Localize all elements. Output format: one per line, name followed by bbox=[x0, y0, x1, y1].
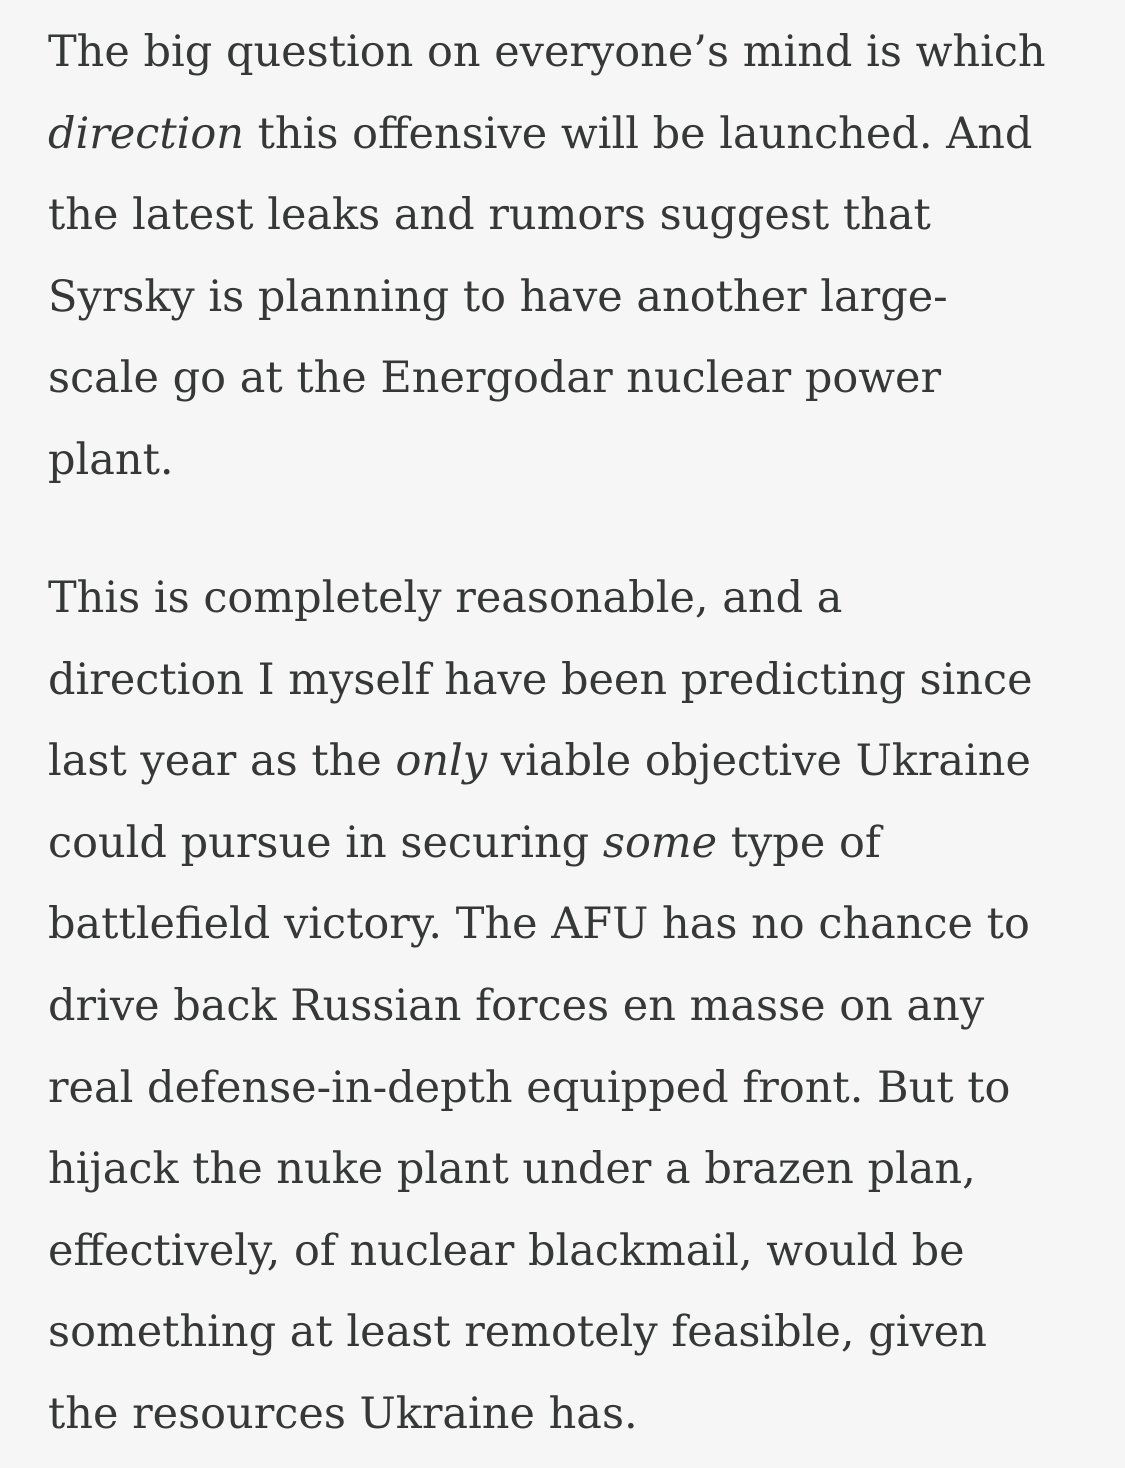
text-segment: battlefield victory. The AFU has no chance to bbox=[48, 899, 1030, 950]
text-line bbox=[48, 1292, 1085, 1374]
text-line bbox=[48, 803, 1085, 885]
text-segment: The big question on everyone’s mind is which bbox=[48, 27, 1046, 77]
text-segment: something at least remotely feasible, given bbox=[48, 1307, 987, 1358]
text-segment: hijack the nuke plant under a brazen plan, bbox=[48, 1144, 976, 1195]
text-segment: the resources Ukraine has. bbox=[48, 1388, 638, 1439]
text-segment: real defense-in-depth equipped front. But to bbox=[48, 1062, 1011, 1113]
text-segment: Syrsky is planning to have another large- bbox=[48, 271, 948, 322]
text-line bbox=[48, 1048, 1085, 1130]
text-line bbox=[48, 558, 1085, 640]
text-segment: type of bbox=[717, 817, 881, 868]
text-line bbox=[48, 721, 1085, 803]
text-segment: viable objective Ukraine bbox=[487, 736, 1031, 787]
emphasis-text: only bbox=[395, 736, 488, 787]
text-segment: drive back Russian forces en masse on any bbox=[48, 980, 985, 1031]
text-line bbox=[48, 420, 1085, 502]
text-line bbox=[48, 338, 1085, 420]
text-segment: scale go at the Energodar nuclear power bbox=[48, 353, 942, 404]
text-line bbox=[48, 640, 1085, 722]
text-segment: effectively, of nuclear blackmail, would be bbox=[48, 1225, 965, 1276]
text-segment: could pursue in securing bbox=[48, 817, 603, 868]
text-line bbox=[48, 1211, 1085, 1293]
text-line bbox=[48, 175, 1085, 257]
text-segment: This is completely reasonable, and a bbox=[48, 573, 843, 623]
paragraph-1 bbox=[48, 12, 1085, 502]
text-line bbox=[48, 257, 1085, 339]
text-line bbox=[48, 1129, 1085, 1211]
text-segment: the latest leaks and rumors suggest that bbox=[48, 190, 931, 241]
text-segment: this offensive will be launched. And bbox=[243, 108, 1033, 159]
text-line bbox=[48, 12, 1085, 94]
text-segment: last year as the bbox=[48, 736, 396, 787]
text-line bbox=[48, 966, 1085, 1048]
text-line bbox=[48, 884, 1085, 966]
text-line bbox=[48, 1374, 1085, 1456]
text-line bbox=[48, 94, 1085, 176]
paragraph-2 bbox=[48, 558, 1085, 1456]
text-segment: direction I myself have been predicting since bbox=[48, 654, 1033, 705]
emphasis-text: some bbox=[602, 817, 718, 868]
text-segment: plant. bbox=[48, 434, 174, 485]
emphasis-text: direction bbox=[48, 108, 244, 159]
